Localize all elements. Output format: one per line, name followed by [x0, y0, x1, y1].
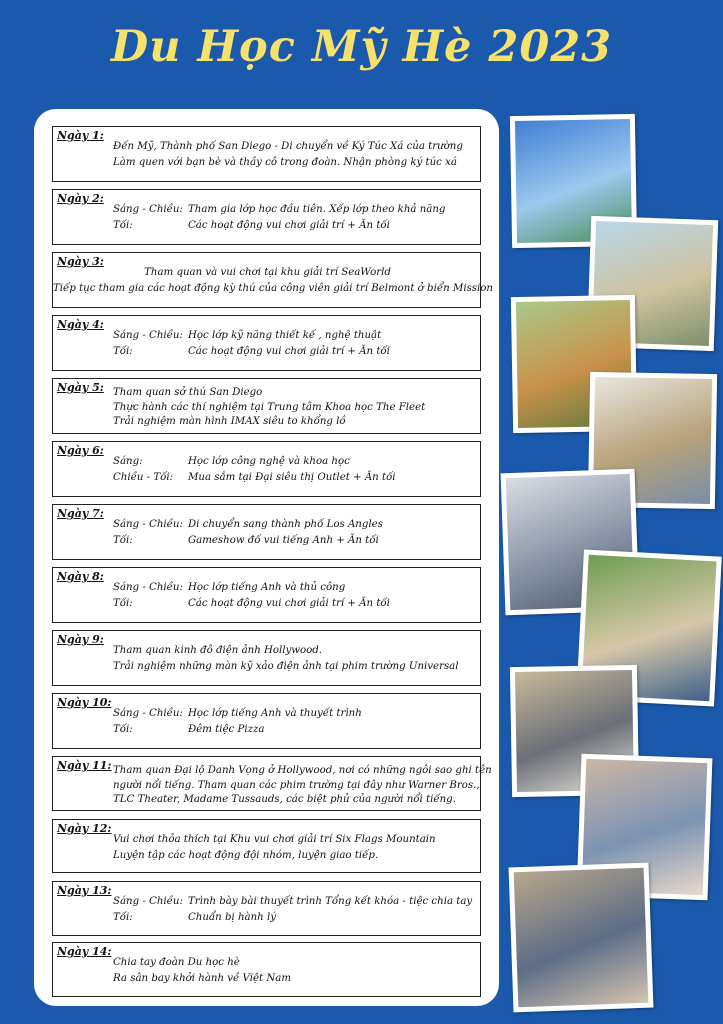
- activity-text: Học lớp tiếng Anh và thuyết trình: [188, 708, 362, 719]
- activity-text: Các hoạt động vui chơi giải trí + Ăn tối: [188, 598, 390, 609]
- itinerary-panel: [34, 109, 499, 1006]
- time-label: Sáng - Chiều:: [113, 896, 183, 907]
- day-label: Ngày 7:: [57, 507, 104, 520]
- day-4-box: [52, 315, 481, 371]
- activity-text: Trải nghiệm những màn kỹ xảo điện ảnh tại phim trường Universal: [113, 661, 459, 672]
- time-label: Tối:: [113, 598, 133, 609]
- day-label: Ngày 14:: [57, 945, 112, 958]
- day-label: Ngày 8:: [57, 570, 104, 583]
- time-label: Sáng - Chiều:: [113, 330, 183, 341]
- day-2-box: [52, 189, 481, 245]
- day-label: Ngày 10:: [57, 696, 112, 709]
- time-label: Tối:: [113, 912, 133, 923]
- activity-text: Các hoạt động vui chơi giải trí + Ăn tối: [188, 220, 390, 231]
- group-activity-photo: [509, 863, 654, 1013]
- time-label: Sáng - Chiều:: [113, 582, 183, 593]
- activity-text: Chia tay đoàn Du học hè: [113, 957, 240, 968]
- activity-text: Tham quan Đại lộ Danh Vọng ở Hollywood, nơi có những ngôi sao ghi tên: [113, 765, 492, 776]
- activity-text: Gameshow đố vui tiếng Anh + Ăn tối: [188, 535, 379, 546]
- day-label: Ngày 2:: [57, 192, 104, 205]
- activity-text: Các hoạt động vui chơi giải trí + Ăn tối: [188, 346, 390, 357]
- activity-text: Học lớp tiếng Anh và thủ công: [188, 582, 346, 593]
- day-label: Ngày 13:: [57, 884, 112, 897]
- activity-text: Tham gia lớp học đầu tiên. Xếp lớp theo khả năng: [188, 204, 446, 215]
- activity-text: Làm quen với bạn bè và thầy cô trong đoàn. Nhận phòng ký túc xá: [113, 157, 457, 168]
- activity-text: Chuẩn bị hành lý: [188, 912, 276, 923]
- activity-text: Học lớp kỹ năng thiết kế , nghệ thuật: [188, 330, 382, 341]
- activity-text: Ra sân bay khởi hành về Việt Nam: [113, 973, 291, 984]
- activity-text: Trình bày bài thuyết trình Tổng kết khóa - tiệc chia tay: [188, 896, 473, 907]
- time-label: Tối:: [113, 535, 133, 546]
- day-9-box: [52, 630, 481, 686]
- day-13-box: [52, 881, 481, 936]
- day-label: Ngày 4:: [57, 318, 104, 331]
- day-12-box: [52, 819, 481, 873]
- activity-text: Mua sắm tại Đại siêu thị Outlet + Ăn tối: [188, 472, 396, 483]
- time-label: Tối:: [113, 724, 133, 735]
- activity-text: Học lớp công nghệ và khoa học: [188, 456, 350, 467]
- activity-text: Thực hành các thí nghiệm tại Trung tâm Khoa học The Fleet: [113, 401, 426, 413]
- activity-text: Đến Mỹ, Thành phố San Diego - Di chuyển về Ký Túc Xá của trường: [113, 141, 463, 152]
- day-7-box: [52, 504, 481, 560]
- day-label: Ngày 6:: [57, 444, 104, 457]
- time-label: Tối:: [113, 220, 133, 231]
- time-label: Sáng - Chiều:: [113, 204, 183, 215]
- day-label: Ngày 9:: [57, 633, 104, 646]
- activity-text: Di chuyển sang thành phố Los Angles: [188, 519, 383, 530]
- day-11-box: [52, 756, 492, 811]
- activity-text: Vui chơi thỏa thích tại Khu vui chơi giải trí Six Flags Mountain: [113, 834, 436, 845]
- day-1-box: [52, 126, 481, 182]
- activity-text: Đêm tiệc Pizza: [188, 724, 265, 735]
- day-label: Ngày 1:: [57, 129, 104, 142]
- activity-text: Tham quan sở thú San Diego: [113, 387, 263, 398]
- time-label: Tối:: [113, 346, 133, 357]
- time-label: Sáng - Chiều:: [113, 519, 183, 530]
- day-label: Ngày 11:: [57, 759, 112, 772]
- time-label: Chiều - Tối:: [113, 472, 174, 483]
- day-10-box: [52, 693, 481, 749]
- activity-text: Tham quan và vui chơi tại khu giải trí SeaWorld: [144, 267, 391, 278]
- day-14-box: [52, 942, 481, 997]
- activity-text: Tiếp tục tham gia các hoạt động kỳ thú của công viên giải trí Belmont ở biển Mission: [53, 283, 493, 294]
- day-8-box: [52, 567, 481, 623]
- day-6-box: [52, 441, 481, 497]
- activity-text: Tham quan kinh đô điện ảnh Hollywood.: [113, 645, 323, 656]
- activity-text: người nổi tiếng. Tham quan các phim trường tại đây như Warner Bros.,: [113, 779, 480, 791]
- day-label: Ngày 12:: [57, 822, 112, 835]
- activity-text: Trải nghiệm màn hình IMAX siêu to khổng lồ: [113, 416, 346, 427]
- activity-text: TLC Theater, Madame Tussauds, các biệt phủ của người nổi tiếng.: [113, 794, 456, 805]
- day-5-box: [52, 378, 481, 434]
- day-label: Ngày 3:: [57, 255, 104, 268]
- day-label: Ngày 5:: [57, 381, 104, 394]
- photo-image: [514, 868, 649, 1007]
- day-3-box: [52, 252, 493, 308]
- time-label: Sáng:: [113, 456, 143, 467]
- time-label: Sáng - Chiều:: [113, 708, 183, 719]
- activity-text: Luyện tập các hoạt động đội nhóm, luyện giao tiếp.: [113, 850, 379, 861]
- page-title: Du Học Mỹ Hè 2023: [110, 22, 613, 72]
